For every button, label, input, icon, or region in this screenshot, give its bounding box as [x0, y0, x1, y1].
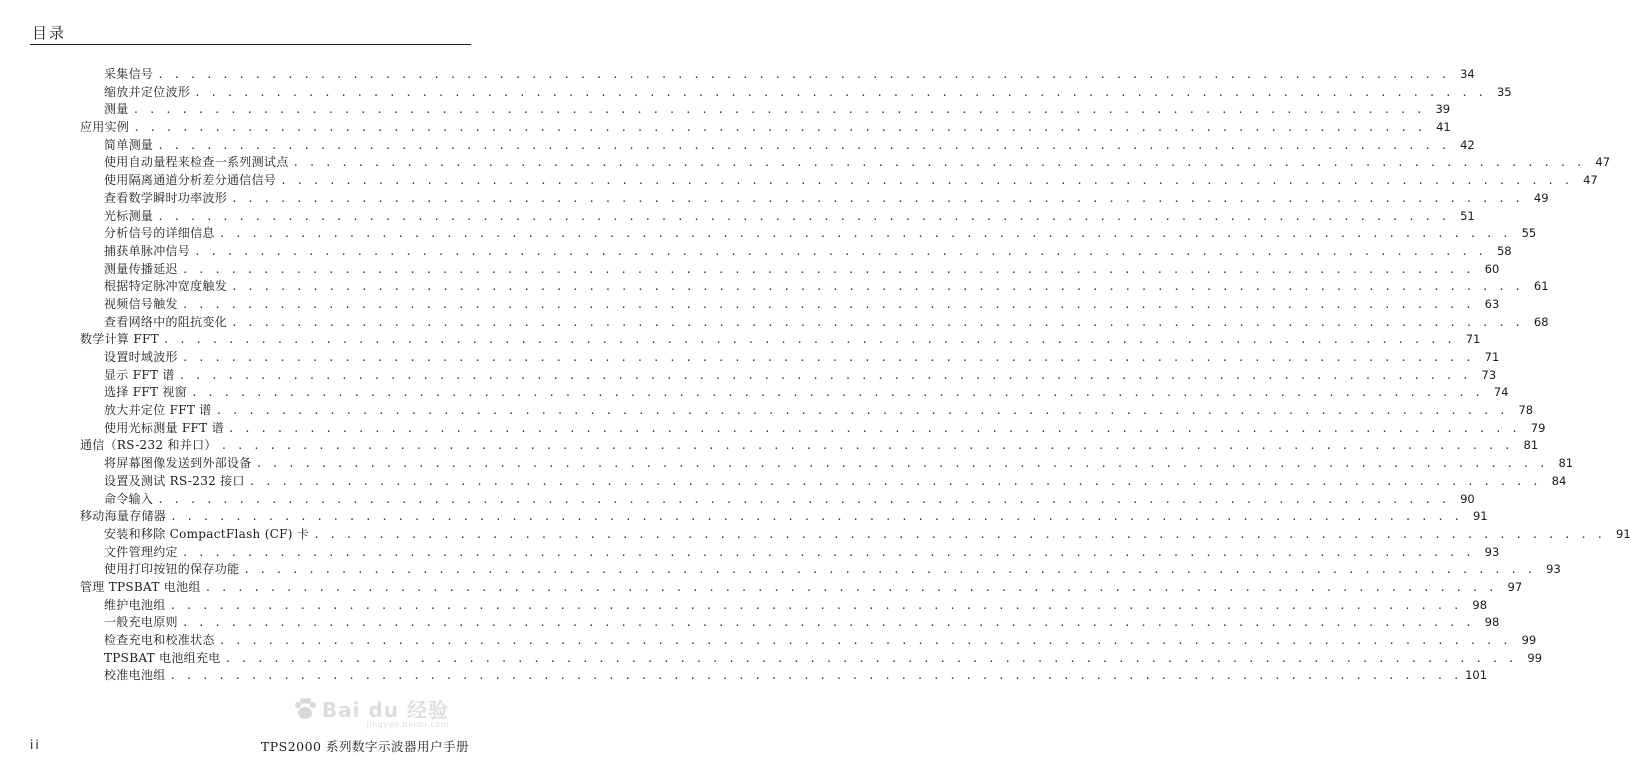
dot-leader: . . . . . . . . . . . . . . . . . . . . . . . . . . . . . . . . . . . . . . . . . . . . . . . . . . . . . . . . . . . . . . . . . . . . . . . . . . . . . . . .	[181, 545, 1474, 559]
dot-leader: . . . . . . . . . . . . . . . . . . . . . . . . . . . . . . . . . . . . . . . . . . . . . . . . . . . . . . . . . . . . . . . . . . . . . . . . . . . . . . . .	[132, 103, 1425, 117]
toc-entry-page: 47	[1583, 173, 1598, 188]
dot-leader: . . . . . . . . . . . . . . . . . . . . . . . . . . . . . . . . . . . . . . . . . . . . . . . . . . . . . . . . . . . . . . . . . . . . . . . . . . . . . . . .	[218, 227, 1511, 241]
toc-entry-page: 99	[1521, 633, 1537, 647]
watermark-text: Bai du 经验	[321, 698, 449, 722]
dot-leader: . . . . . . . . . . . . . . . . . . . . . . . . . . . . . . . . . . . . . . . . . . . . . . . . . . . . . . . . . . . . . . . . . . . . . . . . . . . . . . . .	[224, 651, 1517, 665]
toc-entry-label: 移动海量存储器	[80, 509, 167, 524]
dot-leader: . . . . . . . . . . . . . . . . . . . . . . . . . . . . . . . . . . . . . . . . . . . . . . . . . . . . . . . . . . . . . . . . . . . . . . . . . . . . . . . .	[169, 669, 1462, 683]
toc-entry-page: 49	[1533, 190, 1549, 205]
dot-leader: . . . . . . . . . . . . . . . . . . . . . . . . . . . . . . . . . . . . . . . . . . . . . . . . . . . . . . . . . . . . . . . . . . . . . . . . . . . . . . . .	[194, 244, 1486, 258]
toc-entry[interactable]	[80, 632, 1537, 650]
toc-entry[interactable]	[80, 208, 1475, 226]
toc-entry[interactable]	[80, 491, 1475, 509]
toc-entry-page: 78	[1518, 403, 1534, 418]
dot-leader: . . . . . . . . . . . . . . . . . . . . . . . . . . . . . . . . . . . . . . . . . . . . . . . . . . . . . . . . . . . . . . . . . . . . . . . . . . . . . . . .	[162, 333, 1455, 347]
toc-entry-label: 通信（RS-232 和并口）	[80, 438, 217, 453]
toc-entry-label: 文件管理约定	[104, 544, 178, 559]
toc-entry-page: 71	[1465, 332, 1481, 347]
toc-entry-label: 测量	[104, 102, 129, 117]
toc-entry-page: 79	[1530, 420, 1546, 435]
toc-entry-page: 81	[1523, 438, 1539, 453]
toc-entry[interactable]	[80, 261, 1500, 279]
footer-page-number: ii	[30, 738, 41, 752]
toc-entry[interactable]	[80, 314, 1549, 332]
toc-entry-page: 51	[1460, 208, 1475, 223]
toc-entry-label: 维护电池组	[104, 597, 166, 612]
toc-entry-label: 使用自动量程来检查一系列测试点	[104, 155, 289, 170]
toc-entry[interactable]	[80, 296, 1500, 314]
toc-entry[interactable]	[80, 650, 1543, 668]
toc-entry[interactable]	[80, 66, 1475, 84]
toc-entry-label: 校准电池组	[104, 668, 166, 683]
dot-leader: . . . . . . . . . . . . . . . . . . . . . . . . . . . . . . . . . . . . . . . . . . . . . . . . . . . . . . . . . . . . . . . . . . . . . . . . . . . . . . . .	[313, 527, 1605, 541]
toc-entry-page: 35	[1496, 84, 1512, 99]
toc-entry[interactable]	[80, 614, 1500, 632]
toc-entry-label: 查看网络中的阻抗变化	[104, 314, 228, 329]
dot-leader: . . . . . . . . . . . . . . . . . . . . . . . . . . . . . . . . . . . . . . . . . . . . . . . . . . . . . . . . . . . . . . . . . . . . . . . . . . . . . . . .	[248, 474, 1541, 488]
toc-entry-label: 根据特定脉冲宽度触发	[104, 279, 228, 294]
toc-entry[interactable]	[80, 597, 1488, 615]
dot-leader: . . . . . . . . . . . . . . . . . . . . . . . . . . . . . . . . . . . . . . . . . . . . . . . . . . . . . . . . . . . . . . . . . . . . . . . . . . . . . . . .	[157, 209, 1449, 223]
toc-entry-page: 39	[1435, 102, 1451, 117]
toc-entry-label: 缩放并定位波形	[104, 84, 191, 99]
toc-entry-page: 74	[1493, 385, 1509, 400]
toc-entry-page: 98	[1484, 615, 1500, 630]
header-divider	[30, 44, 471, 45]
toc-entry-label: 使用隔离通道分析差分通信信号	[104, 173, 277, 188]
toc-entry-label: 使用光标测量 FFT 谱	[104, 420, 224, 435]
toc-entry-label: 数学计算 FFT	[80, 332, 159, 347]
toc-entry[interactable]	[80, 84, 1512, 102]
dot-leader: . . . . . . . . . . . . . . . . . . . . . . . . . . . . . . . . . . . . . . . . . . . . . . . . . . . . . . . . . . . . . . . . . . . . . . . . . . . . . . . .	[255, 457, 1548, 471]
toc-entry-label: 安装和移除 CompactFlash (CF) 卡	[104, 526, 310, 541]
dot-leader: . . . . . . . . . . . . . . . . . . . . . . . . . . . . . . . . . . . . . . . . . . . . . . . . . . . . . . . . . . . . . . . . . . . . . . . . . . . . . . . .	[215, 404, 1508, 418]
dot-leader: . . . . . . . . . . . . . . . . . . . . . . . . . . . . . . . . . . . . . . . . . . . . . . . . . . . . . . . . . . . . . . . . . . . . . . . . . . . . . . . .	[218, 634, 1511, 647]
toc-entry[interactable]	[80, 101, 1451, 119]
dot-leader: . . . . . . . . . . . . . . . . . . . . . . . . . . . . . . . . . . . . . . . . . . . . . . . . . . . . . . . . . . . . . . . . . . . . . . . . . . . . . . . .	[231, 280, 1523, 294]
toc-entry-label: 放大并定位 FFT 谱	[104, 403, 212, 418]
dot-leader: . . . . . . . . . . . . . . . . . . . . . . . . . . . . . . . . . . . . . . . . . . . . . . . . . . . . . . . . . . . . . . . . . . . . . . . . . . . . . . . .	[231, 315, 1523, 329]
toc-entry[interactable]	[80, 225, 1537, 243]
dot-leader: . . . . . . . . . . . . . . . . . . . . . . . . . . . . . . . . . . . . . . . . . . . . . . . . . . . . . . . . . . . . . . . . . . . . . . . . . . . . . . . .	[191, 386, 1483, 400]
baidu-watermark	[292, 694, 449, 729]
toc-entry-page: 41	[1436, 120, 1451, 135]
toc-entry[interactable]	[80, 137, 1475, 155]
toc-entry-label: TPSBAT 电池组充电	[104, 650, 221, 665]
toc-entry-page: 71	[1484, 350, 1500, 364]
table-of-contents	[80, 66, 1631, 685]
toc-entry-label: 光标测量	[104, 208, 154, 223]
toc-entry-page: 98	[1472, 597, 1488, 612]
toc-entry-label: 测量传播延迟	[104, 261, 178, 276]
toc-entry-label: 命令输入	[104, 491, 154, 506]
toc-entry[interactable]	[80, 154, 1611, 172]
footer-book-title: TPS2000 系列数字示波器用户手册	[260, 739, 469, 754]
toc-section-entry[interactable]	[80, 331, 1481, 349]
toc-entry-label: 应用实例	[80, 120, 130, 135]
dot-leader: . . . . . . . . . . . . . . . . . . . . . . . . . . . . . . . . . . . . . . . . . . . . . . . . . . . . . . . . . . . . . . . . . . . . . . . . . . . . . . . .	[169, 598, 1462, 612]
toc-entry[interactable]	[80, 190, 1549, 208]
dot-leader: . . . . . . . . . . . . . . . . . . . . . . . . . . . . . . . . . . . . . . . . . . . . . . . . . . . . . . . . . . . . . . . . . . . . . . . . . . . . . . . .	[194, 85, 1486, 99]
toc-entry-page: 99	[1527, 650, 1543, 665]
toc-entry-page: 60	[1484, 261, 1500, 276]
toc-entry-page: 93	[1546, 562, 1561, 577]
dot-leader: . . . . . . . . . . . . . . . . . . . . . . . . . . . . . . . . . . . . . . . . . . . . . . . . . . . . . . . . . . . . . . . . . . . . . . . . . . . . . . . .	[280, 174, 1572, 188]
dot-leader: . . . . . . . . . . . . . . . . . . . . . . . . . . . . . . . . . . . . . . . . . . . . . . . . . . . . . . . . . . . . . . . . . . . . . . . . . . . . . . . .	[181, 616, 1474, 630]
toc-entry-label: 一般充电原则	[104, 615, 178, 630]
toc-entry-page: 61	[1533, 279, 1549, 294]
toc-entry-label: 选择 FFT 视窗	[104, 385, 187, 400]
toc-entry[interactable]	[80, 172, 1598, 190]
dot-leader: . . . . . . . . . . . . . . . . . . . . . . . . . . . . . . . . . . . . . . . . . . . . . . . . . . . . . . . . . . . . . . . . . . . . . . . . . . . . . . . .	[181, 262, 1474, 276]
watermark-url: jingyan.baidu.com	[366, 720, 449, 729]
toc-entry-page: 84	[1551, 473, 1567, 488]
toc-entry-label: 设置及测试 RS-232 接口	[104, 473, 245, 488]
dot-leader: . . . . . . . . . . . . . . . . . . . . . . . . . . . . . . . . . . . . . . . . . . . . . . . . . . . . . . . . . . . . . . . . . . . . . . . . . . . . . . . .	[157, 138, 1449, 152]
toc-entry-page: 81	[1558, 456, 1574, 471]
toc-entry-page: 91	[1616, 526, 1631, 541]
toc-entry-label: 设置时域波形	[104, 350, 178, 364]
dot-leader: . . . . . . . . . . . . . . . . . . . . . . . . . . . . . . . . . . . . . . . . . . . . . . . . . . . . . . . . . . . . . . . . . . . . . . . . . . . . . . . .	[170, 510, 1462, 524]
toc-entry-page: 42	[1460, 137, 1475, 152]
toc-entry-label: 分析信号的详细信息	[104, 226, 215, 241]
toc-entry[interactable]	[80, 526, 1631, 544]
toc-entry[interactable]	[80, 561, 1561, 579]
toc-entry[interactable]	[80, 402, 1534, 420]
toc-entry[interactable]	[80, 278, 1549, 296]
toc-entry-page: 47	[1595, 155, 1611, 170]
toc-entry-page: 68	[1533, 314, 1549, 329]
dot-leader: . . . . . . . . . . . . . . . . . . . . . . . . . . . . . . . . . . . . . . . . . . . . . . . . . . . . . . . . . . . . . . . . . . . . . . . . . . . . . . . .	[178, 368, 1471, 382]
toc-entry-page: 97	[1507, 579, 1523, 594]
toc-entry-label: 检查充电和校准状态	[104, 633, 215, 647]
toc-entry-label: 使用打印按钮的保存功能	[104, 562, 240, 577]
toc-entry-page: 34	[1460, 67, 1475, 81]
toc-entry-label: 显示 FFT 谱	[104, 367, 175, 382]
dot-leader: . . . . . . . . . . . . . . . . . . . . . . . . . . . . . . . . . . . . . . . . . . . . . . . . . . . . . . . . . . . . . . . . . . . . . . . . . . . . . . . .	[181, 297, 1474, 311]
toc-entry-label: 查看数学瞬时功率波形	[104, 190, 228, 205]
toc-entry[interactable]	[80, 473, 1567, 491]
dot-leader: . . . . . . . . . . . . . . . . . . . . . . . . . . . . . . . . . . . . . . . . . . . . . . . . . . . . . . . . . . . . . . . . . . . . . . . . . . . . . . . .	[231, 191, 1523, 205]
toc-entry-label: 将屏幕图像发送到外部设备	[104, 456, 252, 471]
toc-entry-label: 采集信号	[104, 67, 154, 81]
toc-entry-page: 55	[1521, 226, 1537, 241]
dot-leader: . . . . . . . . . . . . . . . . . . . . . . . . . . . . . . . . . . . . . . . . . . . . . . . . . . . . . . . . . . . . . . . . . . . . . . . . . . . . . . . .	[220, 439, 1513, 453]
toc-entry-label: 视频信号触发	[104, 296, 178, 311]
dot-leader: . . . . . . . . . . . . . . . . . . . . . . . . . . . . . . . . . . . . . . . . . . . . . . . . . . . . . . . . . . . . . . . . . . . . . . . . . . . . . . . .	[292, 156, 1585, 170]
toc-entry-page: 58	[1496, 243, 1512, 258]
toc-entry[interactable]	[80, 544, 1500, 562]
toc-entry-page: 90	[1460, 491, 1475, 506]
toc-entry-page: 91	[1472, 509, 1488, 524]
toc-entry-label: 简单测量	[104, 137, 154, 152]
toc-entry[interactable]	[80, 420, 1546, 438]
dot-leader: . . . . . . . . . . . . . . . . . . . . . . . . . . . . . . . . . . . . . . . . . . . . . . . . . . . . . . . . . . . . . . . . . . . . . . . . . . . . . . . .	[181, 351, 1474, 364]
paw-logo-icon	[292, 696, 318, 722]
dot-leader: . . . . . . . . . . . . . . . . . . . . . . . . . . . . . . . . . . . . . . . . . . . . . . . . . . . . . . . . . . . . . . . . . . . . . . . . . . . . . . . .	[157, 68, 1449, 81]
dot-leader: . . . . . . . . . . . . . . . . . . . . . . . . . . . . . . . . . . . . . . . . . . . . . . . . . . . . . . . . . . . . . . . . . . . . . . . . . . . . . . . .	[157, 492, 1449, 506]
toc-entry-label: 捕获单脉冲信号	[104, 243, 191, 258]
toc-entry-page: 63	[1484, 296, 1500, 311]
toc-entry-page: 93	[1484, 544, 1500, 559]
toc-section-entry[interactable]	[80, 579, 1523, 597]
toc-entry[interactable]	[80, 384, 1509, 402]
toc-section-entry[interactable]	[80, 437, 1539, 455]
toc-entry-page: 101	[1465, 668, 1488, 683]
toc-entry[interactable]	[80, 455, 1574, 473]
toc-entry[interactable]	[80, 667, 1488, 685]
toc-entry-page: 73	[1481, 367, 1497, 382]
toc-entry-label: 管理 TPSBAT 电池组	[80, 579, 201, 594]
dot-leader: . . . . . . . . . . . . . . . . . . . . . . . . . . . . . . . . . . . . . . . . . . . . . . . . . . . . . . . . . . . . . . . . . . . . . . . . . . . . . . . .	[133, 121, 1425, 135]
dot-leader: . . . . . . . . . . . . . . . . . . . . . . . . . . . . . . . . . . . . . . . . . . . . . . . . . . . . . . . . . . . . . . . . . . . . . . . . . . . . . . . .	[204, 580, 1497, 594]
toc-section-entry[interactable]	[80, 508, 1488, 526]
toc-entry[interactable]	[80, 243, 1512, 261]
toc-entry[interactable]	[80, 367, 1497, 385]
dot-leader: . . . . . . . . . . . . . . . . . . . . . . . . . . . . . . . . . . . . . . . . . . . . . . . . . . . . . . . . . . . . . . . . . . . . . . . . . . . . . . . .	[227, 421, 1520, 435]
toc-section-entry[interactable]	[80, 119, 1451, 137]
page-title: 目录	[32, 24, 67, 42]
dot-leader: . . . . . . . . . . . . . . . . . . . . . . . . . . . . . . . . . . . . . . . . . . . . . . . . . . . . . . . . . . . . . . . . . . . . . . . . . . . . . . . .	[243, 563, 1535, 577]
toc-entry[interactable]	[80, 349, 1500, 367]
